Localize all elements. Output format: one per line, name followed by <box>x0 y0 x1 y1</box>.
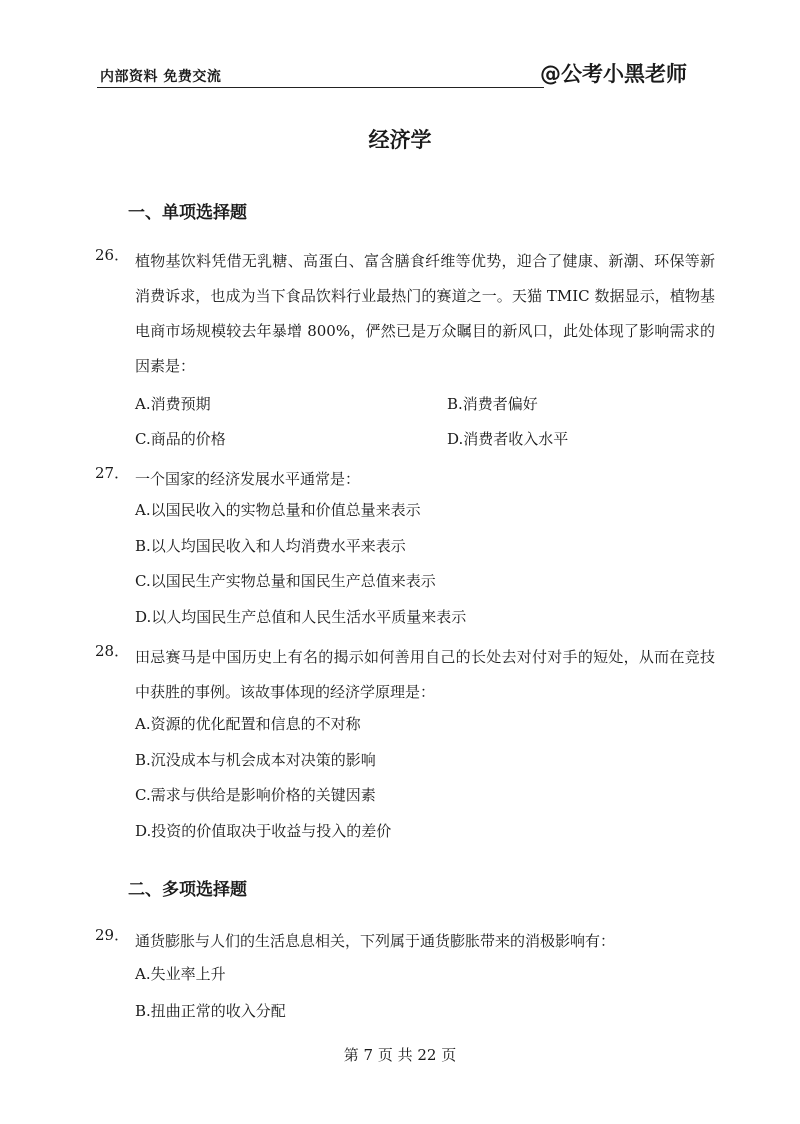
option-b: B.消费者偏好 <box>447 395 538 413</box>
page-footer: 第 7 页 共 22 页 <box>343 1046 457 1064</box>
section-heading-single: 一、单项选择题 <box>128 203 247 223</box>
question-text: 通货膨胀与人们的生活息息相关，下列属于通货膨胀带来的消极影响有： <box>135 932 616 950</box>
option-d: D.以人均国民生产总值和人民生活水平质量来表示 <box>135 608 467 626</box>
header-left-text: 内部资料 免费交流 <box>100 69 222 85</box>
question-number: 27． <box>95 464 130 482</box>
option-b: B.以人均国民收入和人均消费水平来表示 <box>135 537 406 555</box>
question-26 <box>95 244 715 448</box>
question-number: 29． <box>95 926 130 944</box>
question-text: 田忌赛马是中国历史上有名的揭示如何善用自己的长处去对付对手的短处，从而在竞技中获胜的事例。该故事体现的经济学原理是： <box>135 648 715 701</box>
option-c: C.以国民生产实物总量和国民生产总值来表示 <box>135 572 436 590</box>
question-29 <box>95 924 715 1020</box>
question-27 <box>95 462 715 626</box>
header-rule <box>97 87 544 88</box>
option-a: A.资源的优化配置和信息的不对称 <box>135 715 361 733</box>
section-heading-multiple: 二、多项选择题 <box>128 880 247 900</box>
option-a: A.失业率上升 <box>135 965 226 983</box>
option-c: C.需求与供给是影响价格的关键因素 <box>135 786 376 804</box>
question-text: 植物基饮料凭借无乳糖、高蛋白、富含膳食纤维等优势，迎合了健康、新潮、环保等新消费诉求，也成为当下食品饮料行业最热门的赛道之一。天猫 TMIC 数据显示，植物基电商市场规模较去年暴增 800%，俨然已是万众瞩目的新风口，此处体现了影响需求的因素是： <box>135 252 715 375</box>
question-number: 26． <box>95 246 130 264</box>
question-number: 28． <box>95 642 130 660</box>
option-a: A.以国民收入的实物总量和价值总量来表示 <box>135 501 421 519</box>
option-d: D.投资的价值取决于收益与投入的差价 <box>135 822 392 840</box>
option-d: D.消费者收入水平 <box>447 430 569 448</box>
question-28 <box>95 640 715 840</box>
header-watermark-text: @公考小黑老师 <box>540 62 687 86</box>
option-b: B.沉没成本与机会成本对决策的影响 <box>135 751 376 769</box>
page-title: 经济学 <box>368 128 432 152</box>
option-c: C.商品的价格 <box>135 430 226 448</box>
option-b: B.扭曲正常的收入分配 <box>135 1002 286 1020</box>
option-a: A.消费预期 <box>135 395 211 413</box>
question-text: 一个国家的经济发展水平通常是： <box>135 470 361 488</box>
